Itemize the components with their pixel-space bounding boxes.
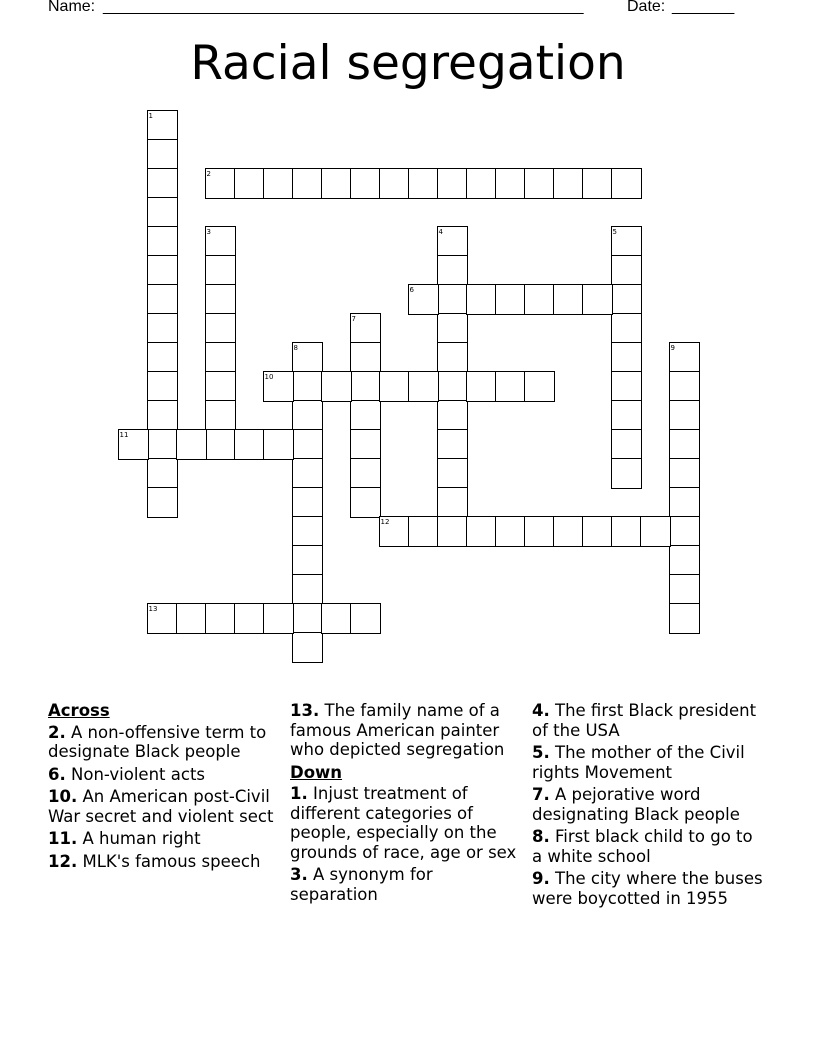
grid-cell[interactable] <box>524 516 555 547</box>
grid-cell[interactable] <box>437 342 468 373</box>
clue-column-1 <box>48 701 284 874</box>
grid-cell[interactable] <box>292 574 323 605</box>
grid-cell[interactable] <box>292 371 323 402</box>
grid-cell[interactable] <box>263 429 294 460</box>
grid-cell[interactable] <box>582 516 613 547</box>
grid-cell[interactable] <box>437 284 468 315</box>
clue-column-2 <box>290 701 520 907</box>
clue-down-5: 5. The mother of the Civil rights Movement <box>532 743 745 782</box>
grid-cell[interactable] <box>147 168 178 199</box>
grid-cell[interactable] <box>553 284 584 315</box>
grid-cell[interactable] <box>379 516 410 547</box>
cell-number: 13 <box>148 604 158 613</box>
grid-cell[interactable] <box>495 516 526 547</box>
clue-down-3: 3. A synonym for separation <box>290 865 433 904</box>
grid-cell[interactable] <box>234 168 265 199</box>
grid-cell[interactable] <box>437 429 468 460</box>
grid-cell[interactable] <box>147 603 178 634</box>
grid-cell[interactable] <box>495 284 526 315</box>
clue-across-11: 11. A human right <box>48 829 201 848</box>
grid-cell[interactable] <box>205 226 236 257</box>
grid-cell[interactable] <box>292 458 323 489</box>
grid-cell[interactable] <box>147 487 178 518</box>
grid-cell[interactable] <box>205 429 236 460</box>
clue-down-4: 4. The first Black president of the USA <box>532 701 757 740</box>
clue-across-10: 10. An American post-Civil War secret and violent sect <box>48 787 274 826</box>
grid-cell[interactable] <box>321 168 352 199</box>
grid-cell[interactable] <box>611 226 642 257</box>
grid-cell[interactable] <box>669 429 700 460</box>
grid-cell[interactable] <box>408 516 439 547</box>
grid-cell[interactable] <box>669 371 700 402</box>
grid-cell[interactable] <box>350 371 381 402</box>
grid-cell[interactable] <box>292 400 323 431</box>
grid-cell[interactable] <box>408 371 439 402</box>
grid-cell[interactable] <box>205 313 236 344</box>
grid-cell[interactable] <box>263 168 294 199</box>
grid-cell[interactable] <box>292 603 323 634</box>
grid-cell[interactable] <box>147 284 178 315</box>
date-field[interactable]: _______ <box>672 0 735 15</box>
grid-cell[interactable] <box>553 516 584 547</box>
grid-cell[interactable] <box>466 371 497 402</box>
grid-cell[interactable] <box>379 371 410 402</box>
grid-cell[interactable] <box>292 516 323 547</box>
grid-cell[interactable] <box>205 255 236 286</box>
grid-cell[interactable] <box>437 313 468 344</box>
grid-cell[interactable] <box>582 168 613 199</box>
grid-cell[interactable] <box>611 284 642 315</box>
grid-cell[interactable] <box>669 458 700 489</box>
clue-down-9: 9. The city where the buses were boycotted in 1955 <box>532 869 763 908</box>
grid-cell[interactable] <box>611 168 642 199</box>
grid-cell[interactable] <box>234 429 265 460</box>
grid-cell[interactable] <box>524 168 555 199</box>
clue-across-6: 6. Non-violent acts <box>48 764 206 784</box>
grid-cell[interactable] <box>147 226 178 257</box>
grid-cell[interactable] <box>350 458 381 489</box>
grid-cell[interactable] <box>292 545 323 576</box>
grid-cell[interactable] <box>292 429 323 460</box>
cell-number: 9 <box>670 343 675 352</box>
grid-cell[interactable] <box>437 226 468 257</box>
grid-cell[interactable] <box>292 168 323 199</box>
grid-cell[interactable] <box>611 255 642 286</box>
grid-cell[interactable] <box>553 168 584 199</box>
grid-cell[interactable] <box>524 284 555 315</box>
clue-down-7: 7. A pejorative word designating Black people <box>532 785 740 824</box>
grid-cell[interactable] <box>234 603 265 634</box>
cell-number: 2 <box>206 169 211 178</box>
puzzle-title: Racial segregation <box>190 36 626 91</box>
cell-number: 10 <box>264 372 274 381</box>
grid-cell[interactable] <box>669 342 700 373</box>
grid-cell[interactable] <box>669 574 700 605</box>
grid-cell[interactable] <box>437 255 468 286</box>
grid-cell[interactable] <box>292 342 323 373</box>
grid-cell[interactable] <box>205 342 236 373</box>
grid-cell[interactable] <box>118 429 149 460</box>
grid-cell[interactable] <box>147 255 178 286</box>
grid-cell[interactable] <box>466 168 497 199</box>
cell-number: 5 <box>612 227 617 236</box>
grid-cell[interactable] <box>379 168 410 199</box>
clue-across-12: 12. MLK's famous speech <box>48 851 261 871</box>
grid-cell[interactable] <box>437 168 468 199</box>
grid-cell[interactable] <box>147 110 178 141</box>
grid-cell[interactable] <box>292 632 323 663</box>
across-heading: Across <box>48 701 110 720</box>
name-field[interactable]: ______________________________________________________ <box>103 0 584 15</box>
grid-cell[interactable] <box>350 342 381 373</box>
grid-cell[interactable] <box>611 458 642 489</box>
grid-cell[interactable] <box>350 313 381 344</box>
grid-cell[interactable] <box>669 400 700 431</box>
grid-cell[interactable] <box>408 168 439 199</box>
grid-cell[interactable] <box>321 603 352 634</box>
grid-cell[interactable] <box>611 313 642 344</box>
cell-number: 3 <box>206 227 211 236</box>
grid-cell[interactable] <box>350 603 381 634</box>
grid-cell[interactable] <box>669 603 700 634</box>
cell-number: 11 <box>119 430 129 439</box>
grid-cell[interactable] <box>205 371 236 402</box>
grid-cell[interactable] <box>466 516 497 547</box>
grid-cell[interactable] <box>147 458 178 489</box>
grid-cell[interactable] <box>669 516 700 547</box>
grid-cell[interactable] <box>437 487 468 518</box>
cell-number: 4 <box>438 227 443 236</box>
grid-cell[interactable] <box>205 603 236 634</box>
grid-cell[interactable] <box>437 400 468 431</box>
grid-cell[interactable] <box>147 429 178 460</box>
grid-cell[interactable] <box>147 342 178 373</box>
grid-cell[interactable] <box>437 458 468 489</box>
grid-cell[interactable] <box>437 371 468 402</box>
grid-cell[interactable] <box>350 168 381 199</box>
date-label: Date: <box>627 0 666 15</box>
grid-cell[interactable] <box>611 342 642 373</box>
grid-cell[interactable] <box>147 313 178 344</box>
grid-cell[interactable] <box>611 429 642 460</box>
grid-cell[interactable] <box>350 487 381 518</box>
cell-number: 1 <box>148 111 153 120</box>
grid-cell[interactable] <box>147 371 178 402</box>
grid-cell[interactable] <box>350 429 381 460</box>
grid-cell[interactable] <box>437 516 468 547</box>
grid-cell[interactable] <box>176 603 207 634</box>
grid-cell[interactable] <box>205 400 236 431</box>
clue-down-8: 8. First black child to go to a white school <box>532 827 753 866</box>
grid-cell[interactable] <box>495 168 526 199</box>
grid-cell[interactable] <box>495 371 526 402</box>
grid-cell[interactable] <box>611 400 642 431</box>
grid-cell[interactable] <box>582 284 613 315</box>
grid-cell[interactable] <box>611 371 642 402</box>
grid-cell[interactable] <box>669 487 700 518</box>
grid-cell[interactable] <box>205 168 236 199</box>
grid-cell[interactable] <box>466 284 497 315</box>
grid-cell[interactable] <box>408 284 439 315</box>
clue-across-2: 2. A non-offensive term to designate Black people <box>48 722 267 761</box>
down-heading: Down <box>290 762 343 782</box>
grid-cell[interactable] <box>176 429 207 460</box>
grid-cell[interactable] <box>147 197 178 228</box>
grid-cell[interactable] <box>205 284 236 315</box>
grid-cell[interactable] <box>611 516 642 547</box>
grid-cell[interactable] <box>640 516 671 547</box>
name-label: Name: <box>48 0 96 15</box>
grid-cell[interactable] <box>321 371 352 402</box>
grid-cell[interactable] <box>524 371 555 402</box>
grid-cell[interactable] <box>263 603 294 634</box>
grid-cell[interactable] <box>147 139 178 170</box>
grid-cell[interactable] <box>263 371 294 402</box>
grid-cell[interactable] <box>350 400 381 431</box>
clue-across-13: 13. The family name of a famous American painter who depicted segregation <box>290 701 505 759</box>
clue-down-1: 1. Injust treatment of different categories of people, especially on the grounds of race, age or sex <box>290 784 517 862</box>
clue-column-3 <box>532 701 764 911</box>
cell-number: 8 <box>293 343 298 352</box>
cell-number: 12 <box>380 517 390 526</box>
grid-cell[interactable] <box>292 487 323 518</box>
cell-number: 6 <box>409 285 414 294</box>
grid-cell[interactable] <box>669 545 700 576</box>
grid-cell[interactable] <box>147 400 178 431</box>
cell-number: 7 <box>351 314 356 323</box>
